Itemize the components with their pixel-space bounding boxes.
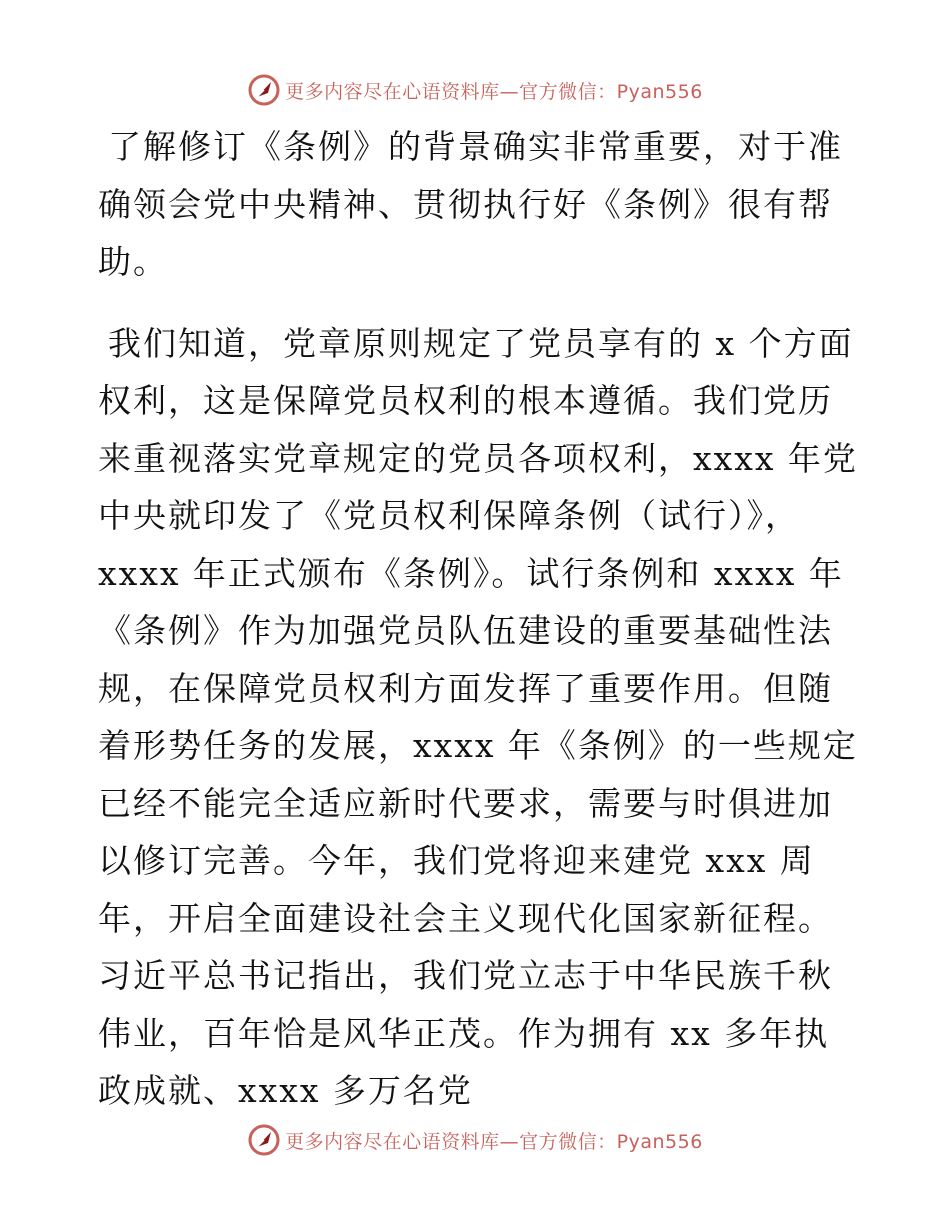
quill-logo-icon xyxy=(247,1123,281,1157)
watermark-text: 更多内容尽在心语资料库—官方微信：Pyan556 xyxy=(285,1130,703,1153)
watermark-text: 更多内容尽在心语资料库—官方微信：Pyan556 xyxy=(285,80,703,103)
document-body xyxy=(98,118,858,1120)
paragraph: 我们知道，党章原则规定了党员享有的 x 个方面权利，这是保障党员权利的根本遵循。我们党历来重视落实党章规定的党员各项权利，xxxx 年党中央就印发了《党员权利保障条例（试行）》，xxxx 年正式颁布《条例》。试行条例和 xxxx 年《条例》作为加强党员队伍建设的重要基础性法规，在保障党员权利方面发挥了重要作用。但随着形势任务的发展，xxxx 年《条例》的一些规定已经不能完全适应新时代要求，需要与时俱进加以修订完善。今年，我们党将迎来建党 xxx 周年，开启全面建设社会主义现代化国家新征程。习近平总书记指出，我们党立志于中华民族千秋伟业，百年恰是风华正茂。作为拥有 xx 多年执政成就、xxxx 多万名党 xyxy=(98,323,858,1110)
header-watermark xyxy=(0,70,950,110)
footer-watermark xyxy=(0,1120,950,1160)
paragraph: 了解修订《条例》的背景确实非常重要，对于准确领会党中央精神、贯彻执行好《条例》很有帮助。 xyxy=(98,127,843,281)
quill-logo-icon xyxy=(247,73,281,107)
